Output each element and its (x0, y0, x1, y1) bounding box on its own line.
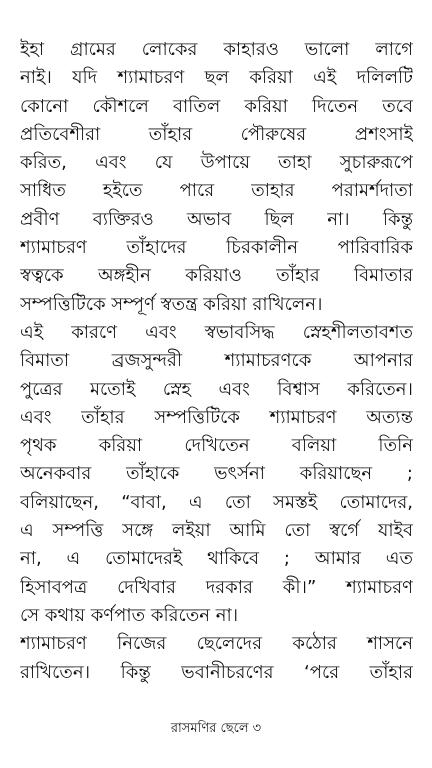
text-line: ইহা গ্রামের লোকের কাহারও ভালো লাগে (20, 39, 413, 60)
text-line: প্রতিবেশীরা তাঁহার পৌরুষের প্রশংসাই (20, 123, 413, 145)
text-line: অনেকবার তাঁহাকে ভৎর্সনা করিয়াছেন ; (20, 463, 413, 485)
text-line: হিসাবপত্র দেখিবার দরকার কী।” শ্যামাচরণ (20, 576, 413, 598)
text-line: শ্যামাচরণ তাঁহাদের চিরকালীন পারিবারিক (20, 237, 413, 259)
text-line: বলিয়াছেন, “বাবা, এ তো সমস্তই তোমাদের, (20, 491, 413, 513)
text-line: সম্পত্তিটিকে সম্পূর্ণ স্বতন্ত্র করিয়া রাখিলেন। (20, 293, 323, 315)
text-line: রাখিতেন। কিন্তু ভবানীচরণের ‘পরে তাঁহার (20, 661, 413, 683)
text-line: পুত্রের মতোই স্নেহ এবং বিশ্বাস করিতেন। (20, 378, 413, 400)
page-footer: রাসমণির ছেলে ৩ (170, 721, 262, 736)
text-line: কোনো কৌশলে বাতিল করিয়া দিতেন তবে (20, 95, 413, 117)
text-line: সাধিত হইতে পারে তাহার পরামর্শদাতা (20, 180, 413, 202)
text-line: এ সম্পত্তি সঙ্গে লইয়া আমি তো স্বর্গে যাইব (20, 520, 413, 542)
text-body (20, 36, 413, 687)
text-line: শ্যামাচরণ নিজের ছেলেদের কঠোর শাসনে (20, 633, 413, 655)
text-line: প্রবীণ ব্যক্তিরও অভাব ছিল না। কিন্তু (20, 208, 413, 230)
text-line: নাই। যদি শ্যামাচরণ ছল করিয়া এই দলিলটি (20, 67, 413, 89)
text-line: স্বত্বকে অঙ্গহীন করিয়াও তাঁহার বিমাতার (20, 265, 413, 287)
text-line: করিত, এবং যে উপায়ে তাহা সুচারুরূপে (20, 152, 413, 174)
text-line: পৃথক করিয়া দেখিতেন বলিয়া তিনি (20, 435, 413, 457)
text-line: সে কথায় কর্ণপাত করিতেন না। (20, 604, 239, 626)
text-line: এই কারণে এবং স্বভাবসিদ্ধ স্নেহশীলতাবশত (20, 321, 413, 343)
text-line: এবং তাঁহার সম্পত্তিটিকে শ্যামাচরণ অত্যন্ত (20, 406, 413, 428)
text-line: না, এ তোমাদেরই থাকিবে ; আমার এত (20, 548, 413, 570)
text-line: বিমাতা ব্রজসুন্দরী শ্যামাচরণকে আপনার (20, 350, 413, 372)
